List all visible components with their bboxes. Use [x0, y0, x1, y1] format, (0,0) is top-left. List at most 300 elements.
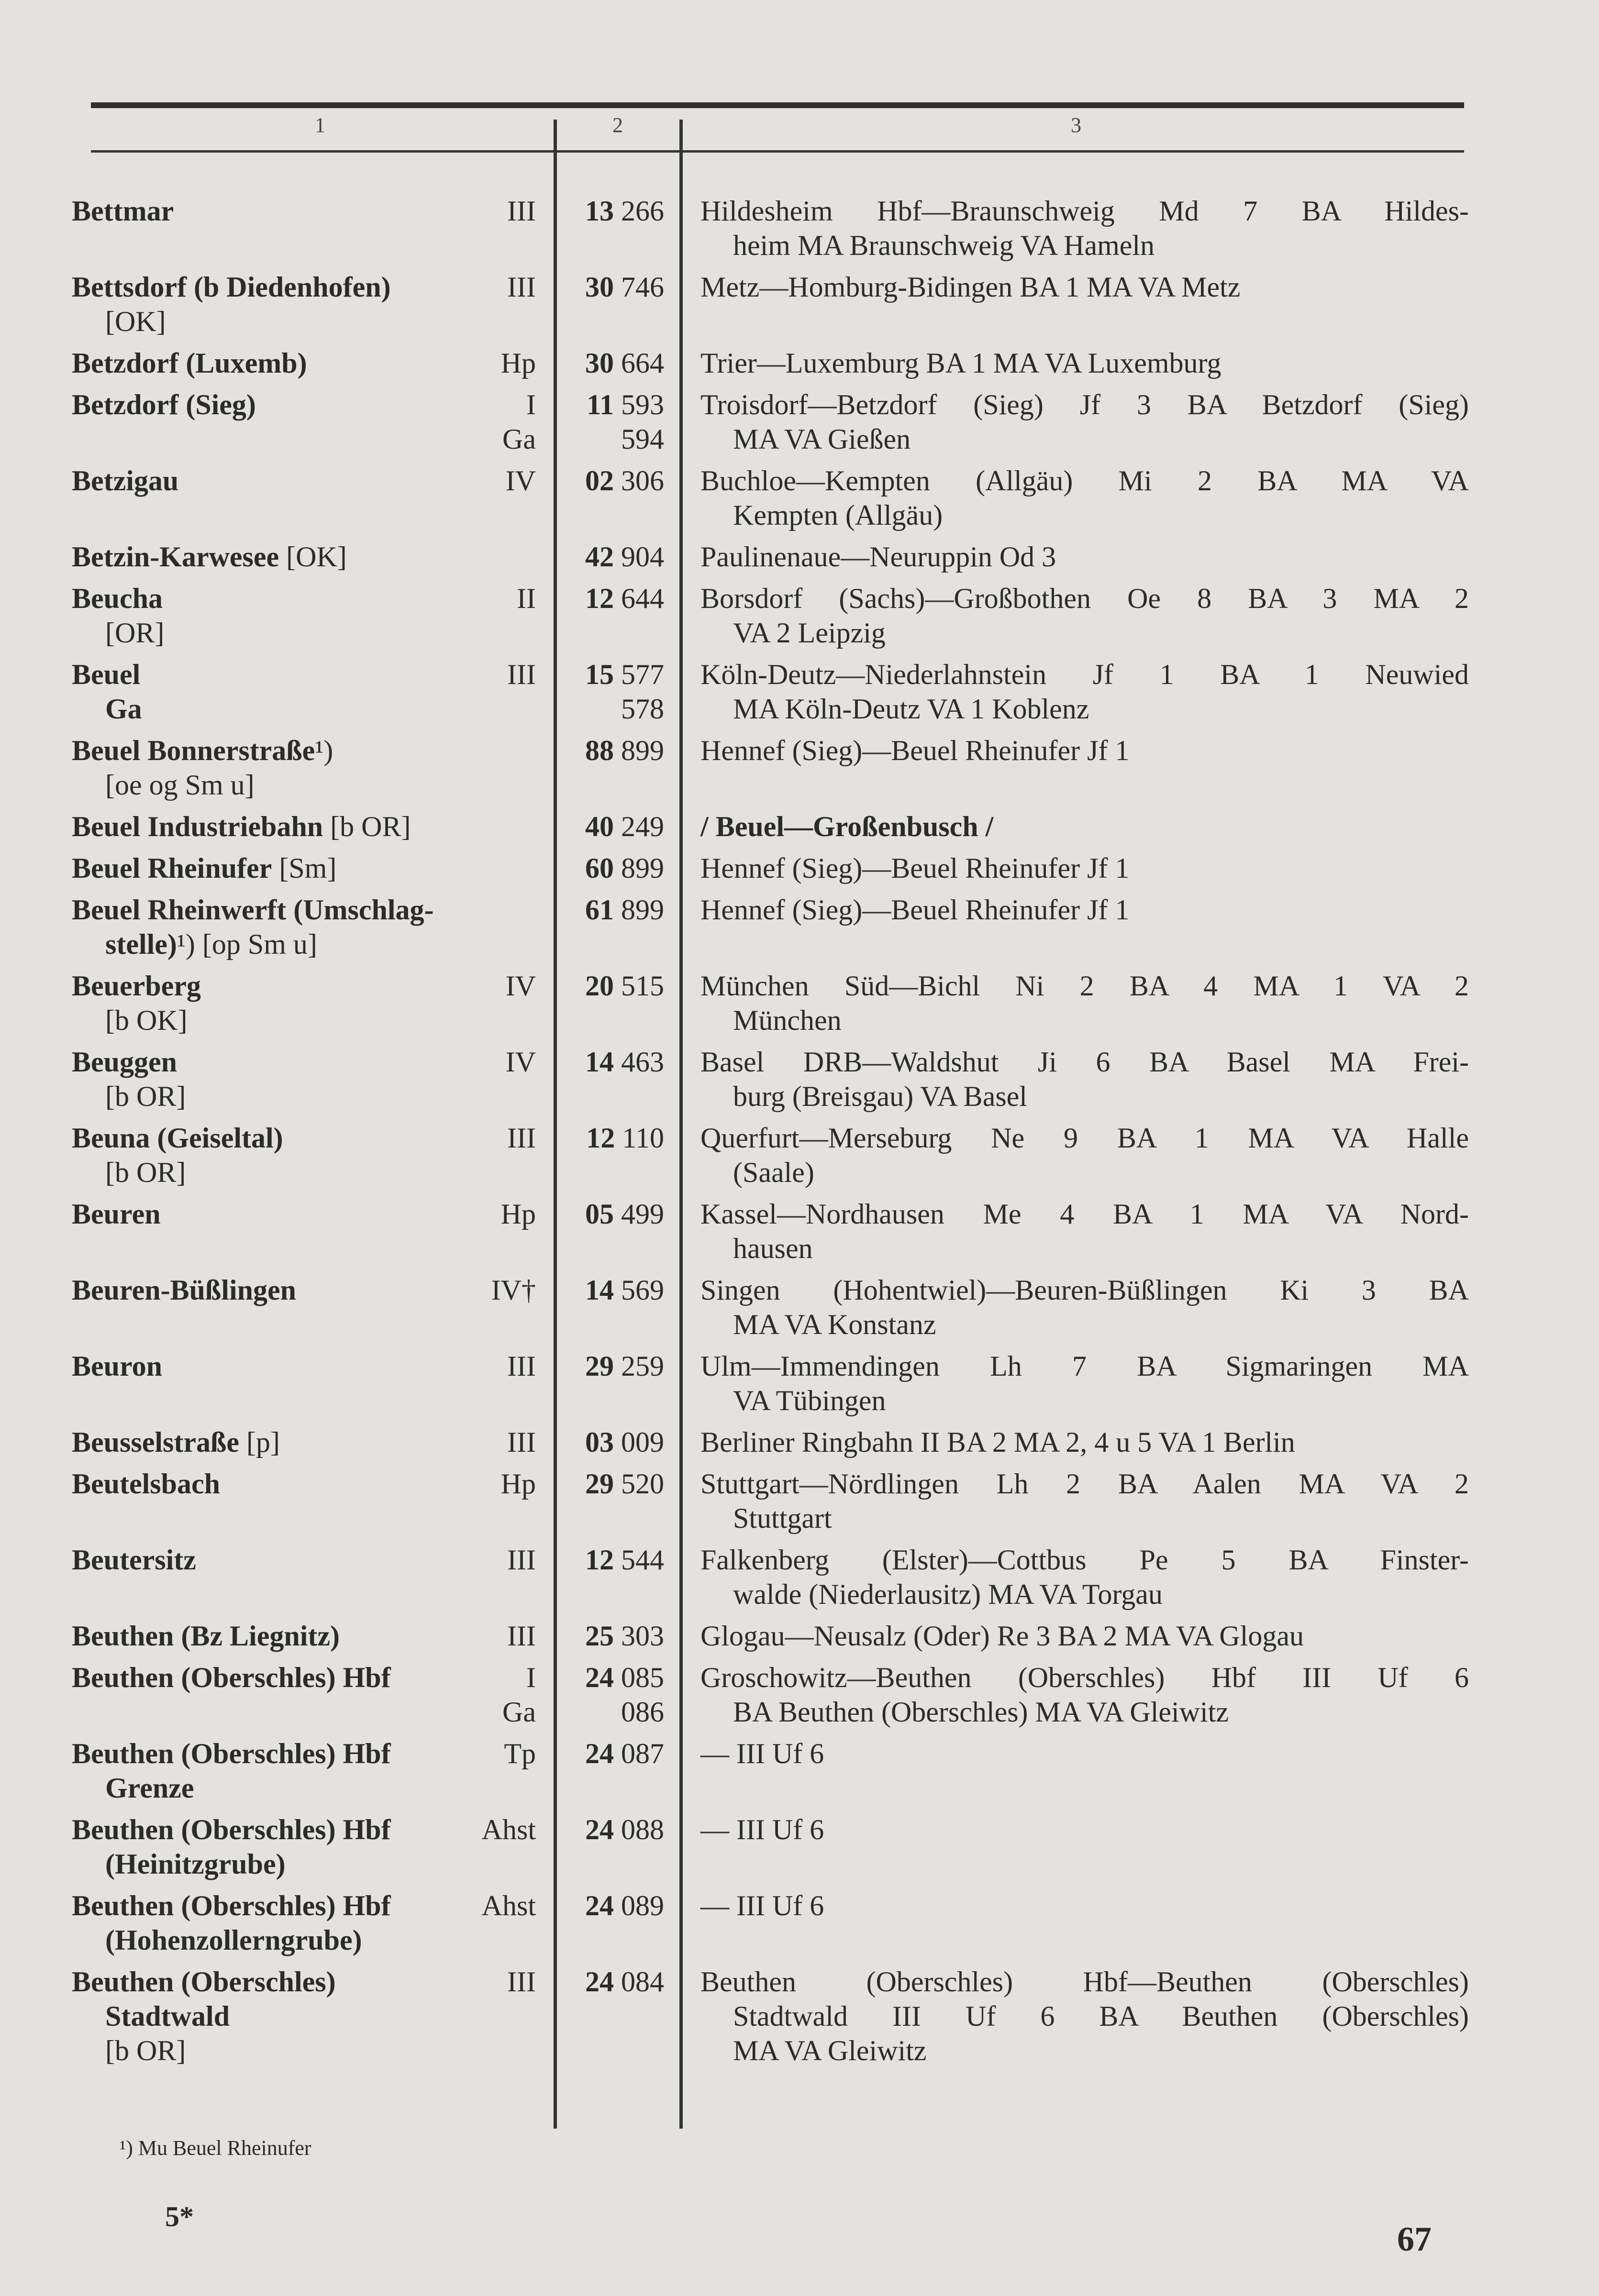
station-name-line [72, 1619, 550, 1653]
station-name-line [72, 1695, 550, 1729]
column-header-1: 1 [315, 113, 325, 137]
station-name [105, 1847, 286, 1881]
number-cell [550, 464, 677, 532]
station-cell [72, 657, 550, 726]
route-text-line: Troisdorf—Betzdorf (Sieg) Jf 3 BA Betzdorf (Sieg) [700, 389, 1469, 420]
route-text-line: Hennef (Sieg)—Beuel Rheinufer Jf 1 [700, 852, 1130, 884]
station-class-secondary: Ga [502, 1696, 536, 1728]
station-class: I [526, 1662, 536, 1693]
station-class: III [507, 271, 536, 303]
station-name-line [72, 422, 550, 456]
table-row [72, 1121, 1469, 1190]
station-number: 12 644 [585, 583, 664, 614]
station-name-bold: Beuggen [72, 1046, 178, 1078]
station-name [72, 1660, 391, 1695]
route-cell [677, 1197, 1469, 1266]
route-text-line: Basel DRB—Waldshut Ji 6 BA Basel MA Frei- [700, 1046, 1469, 1078]
route-text-line: VA Tübingen [733, 1385, 886, 1416]
station-name-note: [p] [239, 1426, 280, 1458]
station-class: IV [505, 1046, 536, 1078]
station-name-line [72, 1923, 550, 1957]
station-name-note: [b OK] [105, 1004, 188, 1036]
station-cell [72, 1965, 550, 2068]
station-name-line [72, 1425, 550, 1459]
station-name-line [72, 1965, 550, 1999]
route-text-line: Stuttgart—Nördlingen Lh 2 BA Aalen MA VA 2 [700, 1468, 1469, 1500]
number-cell [550, 1349, 677, 1418]
station-cell [72, 733, 550, 802]
table-row [72, 851, 1469, 885]
station-number: 086 [621, 1696, 664, 1728]
station-cell [72, 464, 550, 532]
number-cell [550, 387, 677, 456]
station-number: 03 009 [585, 1426, 664, 1458]
station-number: 29 520 [585, 1468, 664, 1500]
route-text-line: Groschowitz—Beuthen (Oberschles) Hbf III Uf 6 [700, 1662, 1469, 1693]
route-text-line: Borsdorf (Sachs)—Großbothen Oe 8 BA 3 MA 2 [700, 583, 1469, 614]
station-cell [72, 1121, 550, 1190]
station-name [72, 1543, 196, 1577]
table-row [72, 1273, 1469, 1342]
station-cell [72, 387, 550, 456]
number-cell [550, 1273, 677, 1342]
route-cell [677, 194, 1469, 263]
station-cell [72, 346, 550, 380]
station-cell [72, 1197, 550, 1266]
station-name-line [72, 657, 550, 692]
station-name-line [72, 1888, 550, 1923]
station-cell [72, 809, 550, 844]
station-name-bold: Beuthen (Oberschles) Hbf [72, 1814, 391, 1845]
table-row [72, 809, 1469, 844]
station-cell [72, 969, 550, 1038]
station-name-line [72, 1121, 550, 1155]
station-name-line [72, 1273, 550, 1307]
station-class: Hp [500, 1198, 536, 1230]
station-cell [72, 581, 550, 650]
station-cell [72, 1273, 550, 1342]
route-text-line: Ulm—Immendingen Lh 7 BA Sigmaringen MA [700, 1350, 1469, 1382]
route-text-line: Kempten (Allgäu) [733, 499, 943, 531]
station-cell [72, 1425, 550, 1459]
station-name-line [72, 1079, 550, 1114]
number-cell [550, 657, 677, 726]
route-cell [677, 1736, 1469, 1805]
number-cell [550, 1736, 677, 1805]
station-number: 13 266 [585, 195, 664, 227]
number-cell [550, 1619, 677, 1653]
route-text-line: MA VA Gießen [733, 423, 911, 455]
station-number: 30 664 [585, 347, 664, 379]
table-row [72, 1543, 1469, 1612]
route-cell [677, 1812, 1469, 1881]
number-cell [550, 270, 677, 339]
number-cell [550, 1965, 677, 2068]
route-text-line: — III Uf 6 [700, 1738, 824, 1769]
table-row [72, 1467, 1469, 1535]
column-header-3: 3 [1071, 113, 1081, 137]
route-text-line: MA VA Konstanz [733, 1309, 936, 1340]
station-number: 14 569 [585, 1274, 664, 1306]
station-name-bold: Stadtwald [105, 2000, 230, 2032]
station-number: 24 085 [585, 1662, 664, 1693]
number-cell [550, 346, 677, 380]
route-text-line: Hennef (Sieg)—Beuel Rheinufer Jf 1 [700, 735, 1130, 766]
station-number: 20 515 [585, 970, 664, 1002]
route-text-line: Kassel—Nordhausen Me 4 BA 1 MA VA Nord- [700, 1198, 1469, 1230]
table-row [72, 581, 1469, 650]
station-name [105, 1155, 186, 1190]
route-cell [677, 1467, 1469, 1535]
station-number: 29 259 [585, 1350, 664, 1382]
table-row [72, 969, 1469, 1038]
station-name-line [72, 1999, 550, 2033]
station-name [72, 1425, 280, 1459]
table-row [72, 1197, 1469, 1266]
station-number: 24 088 [585, 1814, 664, 1845]
station-cell [72, 1045, 550, 1114]
station-number: 02 306 [585, 465, 664, 497]
station-name-line [72, 581, 550, 616]
station-class: IV [505, 970, 536, 1002]
station-name-line [72, 733, 550, 768]
station-class-secondary: Ga [502, 423, 536, 455]
station-name [72, 969, 201, 1003]
table-row [72, 1736, 1469, 1805]
station-name-bold: Beuthen (Oberschles) Hbf [72, 1662, 391, 1693]
route-text-line: Singen (Hohentwiel)—Beuren-Büßlingen Ki 3 BA [700, 1274, 1469, 1306]
station-number: 25 303 [585, 1620, 664, 1652]
station-name [105, 304, 166, 339]
station-name [72, 540, 347, 574]
station-cell [72, 851, 550, 885]
station-name [105, 1771, 194, 1805]
table-row [72, 1812, 1469, 1881]
number-cell [550, 540, 677, 574]
route-text-line: Glogau—Neusalz (Oder) Re 3 BA 2 MA VA Glogau [700, 1620, 1304, 1652]
station-cell [72, 194, 550, 263]
station-name-bold: Beuna (Geiseltal) [72, 1122, 283, 1154]
station-name-bold: Ga [105, 693, 142, 725]
table-row [72, 1349, 1469, 1418]
station-number: 42 904 [585, 541, 664, 573]
station-class: III [507, 1966, 536, 1998]
route-text-line: hausen [733, 1233, 813, 1264]
station-cell [72, 1349, 550, 1418]
station-number: 11 593 [587, 389, 664, 420]
station-name-line [72, 1736, 550, 1771]
station-class: II [517, 583, 536, 614]
station-name-line [72, 809, 550, 844]
station-cell [72, 1467, 550, 1535]
route-text-line: Querfurt—Merseburg Ne 9 BA 1 MA VA Halle [700, 1122, 1469, 1154]
station-name-line [72, 1660, 550, 1695]
station-name [72, 657, 140, 692]
table-row [72, 387, 1469, 456]
station-name-note: [b OR] [105, 2035, 186, 2066]
route-cell [677, 464, 1469, 532]
route-text-line: Stuttgart [733, 1502, 832, 1534]
route-text-line: Beuthen (Oberschles) Hbf—Beuthen (Oberschles) [700, 1966, 1469, 1998]
number-cell [550, 851, 677, 885]
station-name-line [72, 1467, 550, 1501]
station-name-note: ¹) [op Sm u] [177, 928, 317, 960]
station-name [105, 768, 255, 802]
station-name-line [72, 2033, 550, 2068]
station-name-bold: Beuel Industriebahn [72, 811, 323, 842]
number-cell [550, 1045, 677, 1114]
route-text-line: Buchloe—Kempten (Allgäu) Mi 2 BA MA VA [700, 465, 1469, 497]
station-name-line [72, 1812, 550, 1847]
station-name [72, 1619, 340, 1653]
station-name-line [72, 194, 550, 228]
station-class: Hp [500, 1468, 536, 1500]
header-rule-thick [91, 102, 1464, 108]
station-name-bold: Beusselstraße [72, 1426, 239, 1458]
station-name-bold: Beuren-Büßlingen [72, 1274, 297, 1306]
number-cell [550, 1660, 677, 1729]
station-cell [72, 1812, 550, 1881]
route-text-line: Stadtwald III Uf 6 BA Beuthen (Oberschles) [733, 2000, 1469, 2032]
station-class: III [507, 195, 536, 227]
station-name-line [72, 1543, 550, 1577]
station-name-line [72, 692, 550, 726]
route-text-line: Paulinenaue—Neuruppin Od 3 [700, 541, 1056, 573]
station-number: 15 577 [585, 659, 664, 690]
station-name [72, 1467, 220, 1501]
station-name-bold: Beuthen (Oberschles) Hbf [72, 1890, 391, 1921]
station-name [105, 1999, 230, 2033]
station-name-bold: (Hohenzollerngrube) [105, 1924, 362, 1956]
station-name [72, 1888, 391, 1923]
table-row [72, 464, 1469, 532]
route-text-line: burg (Breisgau) VA Basel [733, 1081, 1027, 1112]
station-name-bold: Beuerberg [72, 970, 201, 1002]
route-text-line: BA Beuthen (Oberschles) MA VA Gleiwitz [733, 1696, 1229, 1728]
station-number: 594 [621, 423, 664, 455]
station-name-bold: Beutelsbach [72, 1468, 221, 1500]
station-cell [72, 1619, 550, 1653]
station-name-bold: Beuthen (Oberschles) [72, 1966, 336, 1998]
station-class: Ahst [481, 1814, 536, 1845]
station-name-bold: Betzdorf (Luxemb) [72, 347, 307, 379]
table-row [72, 733, 1469, 802]
station-name-line [72, 270, 550, 304]
table-row [72, 540, 1469, 574]
station-name-line [72, 304, 550, 339]
station-number: 40 249 [585, 811, 664, 842]
table-row [72, 270, 1469, 339]
station-name-bold: Beuel Rheinwerft (Umschlag- [72, 894, 434, 926]
station-cell [72, 540, 550, 574]
number-cell [550, 1888, 677, 1957]
station-name [105, 692, 142, 726]
header-rule-thin [91, 150, 1464, 153]
station-name-line [72, 616, 550, 650]
route-cell [677, 851, 1469, 885]
route-cell [677, 893, 1469, 961]
route-cell [677, 346, 1469, 380]
table-row [72, 1660, 1469, 1729]
station-class: Hp [500, 347, 536, 379]
number-cell [550, 581, 677, 650]
route-text-line: — III Uf 6 [700, 1814, 824, 1845]
route-text-line: MA VA Gleiwitz [733, 2035, 927, 2066]
route-cell [677, 1273, 1469, 1342]
station-name-line [72, 893, 550, 927]
route-text-line: — III Uf 6 [700, 1890, 824, 1921]
route-text-line: MA Köln-Deutz VA 1 Koblenz [733, 693, 1089, 725]
station-class: I [526, 389, 536, 420]
route-cell [677, 733, 1469, 802]
station-name-bold: stelle) [105, 928, 177, 960]
number-cell [550, 1467, 677, 1535]
table-row [72, 1619, 1469, 1653]
station-name-note: [Sm] [272, 852, 337, 884]
station-cell [72, 270, 550, 339]
route-cell [677, 657, 1469, 726]
station-number: 30 746 [585, 271, 664, 303]
number-cell [550, 1812, 677, 1881]
station-name-line [72, 1349, 550, 1383]
footnote: ¹) Mu Beuel Rheinufer [120, 2136, 311, 2160]
station-name [72, 346, 307, 380]
station-name [105, 1923, 362, 1957]
station-name-bold: (Heinitzgrube) [105, 1848, 286, 1880]
route-cell [677, 540, 1469, 574]
route-text-line: Hennef (Sieg)—Beuel Rheinufer Jf 1 [700, 894, 1130, 926]
station-name-note: [b OR] [105, 1081, 186, 1112]
station-name-line [72, 1003, 550, 1038]
station-number: 61 899 [585, 894, 664, 926]
route-cell [677, 581, 1469, 650]
station-name-bold: Beuron [72, 1350, 162, 1382]
station-cell [72, 1888, 550, 1957]
route-cell [677, 969, 1469, 1038]
route-cell [677, 809, 1469, 844]
station-cell [72, 1736, 550, 1805]
route-cell [677, 1660, 1469, 1729]
route-cell [677, 1425, 1469, 1459]
station-list [72, 194, 1469, 2075]
number-cell [550, 1543, 677, 1612]
station-name-note: [OK] [279, 541, 347, 573]
station-name-bold: Betzdorf (Sieg) [72, 389, 256, 420]
station-class: III [507, 1122, 536, 1154]
station-number: 12 544 [585, 1544, 664, 1576]
route-cell [677, 1888, 1469, 1957]
route-text-line: Berliner Ringbahn II BA 2 MA 2, 4 u 5 VA 1 Berlin [700, 1426, 1295, 1458]
station-name-line [72, 1045, 550, 1079]
station-name [72, 1736, 391, 1771]
station-name-bold: Betzin-Karwesee [72, 541, 279, 573]
station-name-line [72, 346, 550, 380]
table-row [72, 893, 1469, 961]
route-text-line: VA 2 Leipzig [733, 617, 886, 649]
station-name [72, 1121, 283, 1155]
station-name-line [72, 1847, 550, 1881]
table-row [72, 1425, 1469, 1459]
station-class: III [507, 659, 536, 690]
station-name-note: [oe og Sm u] [105, 769, 255, 801]
number-cell [550, 893, 677, 961]
station-name-line [72, 1155, 550, 1190]
station-name [72, 809, 411, 844]
route-text-line: walde (Niederlausitz) MA VA Torgau [733, 1578, 1163, 1610]
station-name-line [72, 768, 550, 802]
station-name [72, 1045, 177, 1079]
station-name [72, 194, 174, 228]
station-name-bold: Bettsdorf (b Diedenhofen) [72, 271, 391, 303]
station-name-bold: Betzigau [72, 465, 179, 497]
station-name-line [72, 464, 550, 498]
station-name [105, 1003, 188, 1038]
signature-mark: 5* [165, 2201, 194, 2232]
station-class: IV† [491, 1274, 536, 1306]
station-name [72, 581, 163, 616]
number-cell [550, 1425, 677, 1459]
station-name [105, 2033, 186, 2068]
station-name [72, 270, 391, 304]
station-name [105, 616, 164, 650]
station-name-line [72, 927, 550, 961]
station-number: 24 087 [585, 1738, 664, 1769]
station-name-bold: Beuthen (Oberschles) Hbf [72, 1738, 391, 1769]
station-number: 24 084 [585, 1966, 664, 1998]
route-cell [677, 1619, 1469, 1653]
station-name-note: [b OR] [105, 1157, 186, 1188]
table-row [72, 194, 1469, 263]
station-number: 60 899 [585, 852, 664, 884]
station-name-bold: Beuel Bonnerstraße [72, 735, 315, 766]
table-row [72, 1965, 1469, 2068]
route-cell [677, 1543, 1469, 1612]
station-name [72, 733, 333, 768]
station-number: 88 899 [585, 735, 664, 766]
route-text-line: Falkenberg (Elster)—Cottbus Pe 5 BA Finster- [700, 1544, 1469, 1576]
station-name-note: [OR] [105, 617, 165, 649]
column-header-2: 2 [612, 113, 623, 137]
station-name [72, 1273, 296, 1307]
station-number: 578 [621, 693, 664, 725]
station-name-bold: Bettmar [72, 195, 174, 227]
station-class: Ahst [481, 1890, 536, 1921]
route-text-line: München [733, 1004, 842, 1036]
station-name-bold: Beutersitz [72, 1544, 196, 1576]
station-name-bold: Beuthen (Bz Liegnitz) [72, 1620, 340, 1652]
table-row [72, 1888, 1469, 1957]
station-cell [72, 893, 550, 961]
station-name [72, 893, 434, 927]
number-cell [550, 1197, 677, 1266]
station-class: III [507, 1544, 536, 1576]
number-cell [550, 969, 677, 1038]
station-name-line [72, 1771, 550, 1805]
route-text-line: Metz—Homburg-Bidingen BA 1 MA VA Metz [700, 271, 1241, 303]
station-name-bold: Beucha [72, 583, 163, 614]
station-name-bold: Beuel Rheinufer [72, 852, 272, 884]
station-class: III [507, 1350, 536, 1382]
route-text-line: (Saale) [733, 1157, 814, 1188]
station-name-line [72, 387, 550, 422]
route-cell [677, 1965, 1469, 2068]
number-cell [550, 194, 677, 263]
number-cell [550, 733, 677, 802]
station-name-note: [OK] [105, 306, 166, 337]
table-row [72, 657, 1469, 726]
station-name [72, 387, 256, 422]
route-cell [677, 270, 1469, 339]
